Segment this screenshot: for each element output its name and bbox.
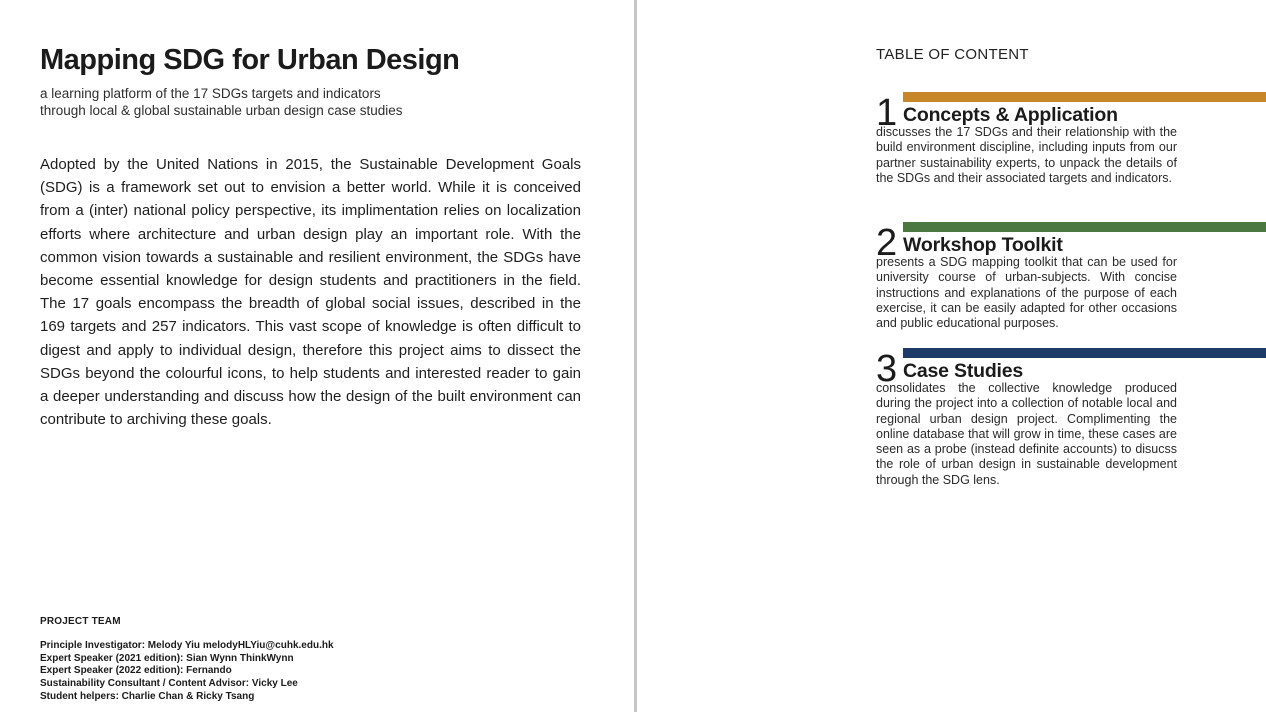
page-title: Mapping SDG for Urban Design bbox=[40, 44, 460, 76]
team-member: Expert Speaker (2021 edition): Sian Wynn ThinkWynn bbox=[40, 652, 294, 664]
team-member: Student helpers: Charlie Chan & Ricky Tsang bbox=[40, 690, 255, 702]
section-title: Concepts & Application bbox=[903, 104, 1118, 126]
toc-heading: TABLE OF CONTENT bbox=[876, 46, 1029, 63]
page-subtitle bbox=[40, 86, 403, 119]
toc-section-workshop bbox=[876, 222, 1266, 357]
section-description: consolidates the collective knowledge produced during the project into a collection of notable local and regional urban design project. Complimenting the online database that will grow in time, these cases are seen as a probe (instead definite accounts) to disucss the role of urban design in sustainable development through the SDG lens. bbox=[876, 381, 1177, 487]
subtitle-line-1: a learning platform of the 17 SDGs targets and indicators bbox=[40, 86, 381, 101]
project-team-list bbox=[40, 640, 334, 704]
section-color-bar bbox=[903, 348, 1266, 358]
team-member: Sustainability Consultant / Content Advisor: Vicky Lee bbox=[40, 678, 298, 690]
subtitle-line-2: through local & global sustainable urban design case studies bbox=[40, 102, 403, 118]
section-number: 3 bbox=[876, 348, 898, 390]
section-title: Workshop Toolkit bbox=[903, 234, 1063, 256]
team-member: Principle Investigator: Melody Yiu melodyHLYiu@cuhk.edu.hk bbox=[40, 640, 334, 651]
toc-section-case-studies bbox=[876, 348, 1266, 487]
project-team-heading: PROJECT TEAM bbox=[40, 616, 121, 627]
right-page bbox=[635, 0, 1266, 712]
section-title: Case Studies bbox=[903, 360, 1024, 382]
intro-paragraph: Adopted by the United Nations in 2015, the Sustainable Development Goals (SDG) is a framework set out to envision a better world. While it is conceived from a (inter) national policy perspective, its implimentation relies on localization efforts where architecture and urban design play an important role. With the common vision towards a sustainable and resilient environment, the SDGs have become essential knowledge for design students and practitioners in the field. The 17 goals encompass the breadth of global social issues, described in the 169 targets and 257 indicators. This vast scope of knowledge is often difficult to digest and apply to individual design, therefore this project aims to dissect the SDGs beyond the colourful icons, to help students and interested reader to gain a deeper understanding and discuss how the design of the built environment can contribute to archiving these goals. bbox=[40, 156, 581, 429]
section-number: 2 bbox=[876, 222, 898, 264]
section-number: 1 bbox=[876, 92, 898, 134]
section-description: discusses the 17 SDGs and their relationship with the build environment discipline, including inputs from our partner sustainability experts, to unpack the details of the SDGs and their associated targets and indicators. bbox=[876, 125, 1177, 185]
section-color-bar bbox=[903, 222, 1266, 232]
section-description: presents a SDG mapping toolkit that can be used for university course of urban-subjects. With concise instructions and explanations of the purpose of each exercise, it can be easily adapted for other occasions and public educational purposes. bbox=[876, 255, 1177, 331]
section-color-bar bbox=[903, 92, 1266, 102]
team-member: Expert Speaker (2022 edition): Fernando bbox=[40, 665, 232, 677]
toc-section-concepts bbox=[876, 92, 1266, 227]
